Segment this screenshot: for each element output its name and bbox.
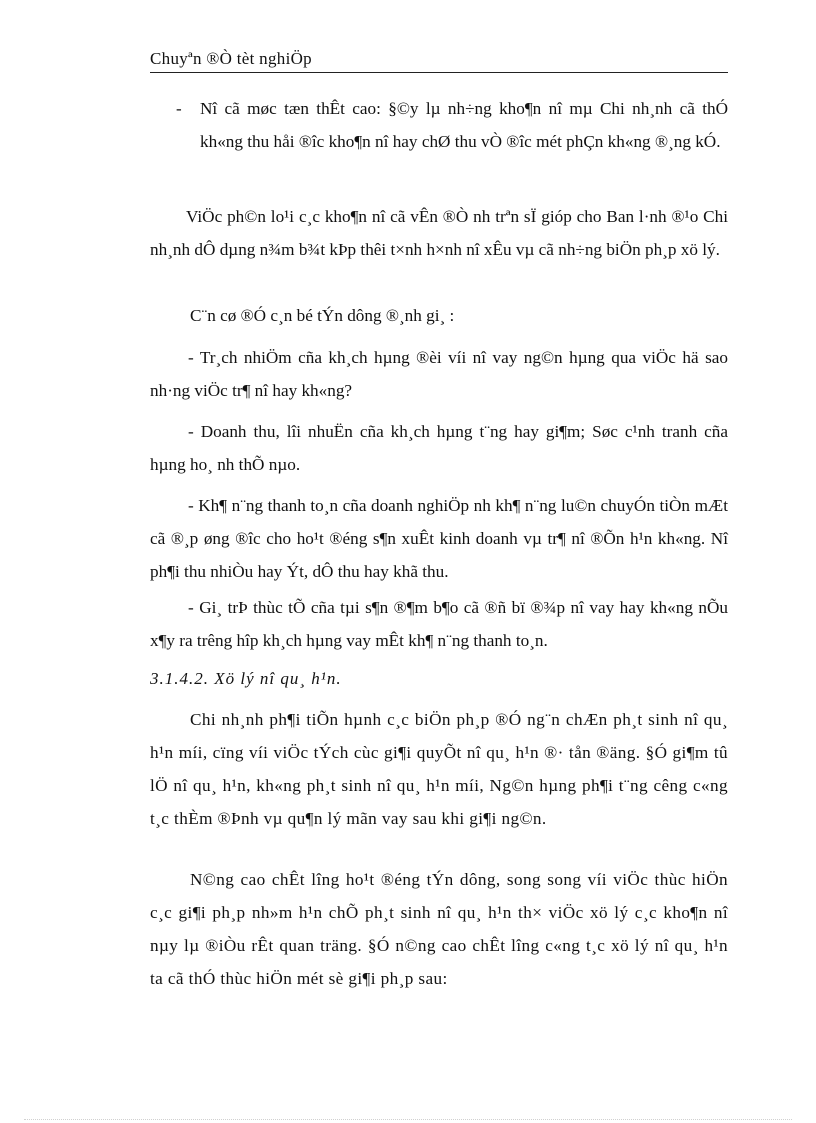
paragraph-classification: ViÖc ph©n lo¹i c¸c kho¶n nî cã vÊn ®Ò nh trªn sÏ gióp cho Ban l·nh ®¹o Chi nh¸nh dÔ dµng n¾m b¾t kÞp thêi t×nh h×nh nî xÊu vµ cã nh÷ng biÖn ph¸p xö lý. (150, 207, 728, 259)
paragraph-criteria-intro: C¨n cø ®Ó c¸n bé tÝn dông ®¸nh gi¸ : (190, 306, 455, 325)
paragraph-criteria-revenue: - Doanh thu, lîi nhuËn cña kh¸ch hµng t¨ng hay gi¶m; Søc c¹nh tranh cña hµng ho¸ nh thÕ nµo. (150, 422, 728, 474)
paragraph-criteria-collateral: - Gi¸ trÞ thùc tÕ cña tµi s¶n ®¶m b¶o cã ®ñ bï ®¾p nî vay hay kh«ng nÕu x¶y ra trêng hîp kh¸ch hµng vay mÊt kh¶ n¨ng thanh to¸n. (150, 598, 728, 650)
bullet-dash: - (176, 99, 182, 118)
footer-divider (24, 1119, 792, 1120)
section-heading: 3.1.4.2. Xö lý nî qu¸ h¹n. (150, 669, 342, 688)
paragraph-overdue-quality: N©ng cao chÊt lîng ho¹t ®éng tÝn dông, song song víi viÖc thùc hiÖn c¸c gi¶i ph¸p nh»m h¹n chÕ ph¸t sinh nî qu¸ h¹n th× viÖc xö lý c¸c kho¶n nî nµy lµ ®iÒu rÊt quan träng. §Ó n©ng cao chÊt lîng c«ng t¸c xö lý nî qu¸ h¹n ta cã thÓ thùc hiÖn mét sè gi¶i ph¸p sau: (150, 870, 728, 988)
page-header: Chuyªn ®Ò tèt nghiÖp (150, 48, 728, 73)
paragraph-overdue-measures: Chi nh¸nh ph¶i tiÕn hµnh c¸c biÖn ph¸p ®Ó ng¨n chÆn ph¸t sinh nî qu¸ h¹n míi, cïng víi viÖc tÝch cùc gi¶i quyÕt nî qu¸ h¹n ®· tån ®äng. §Ó gi¶m tû lÖ nî qu¸ h¹n, kh«ng ph¸t sinh nî qu¸ h¹n míi, Ng©n hµng ph¶i t¨ng cêng c«ng t¸c thÈm ®Þnh vµ qu¶n lý mãn vay sau khi gi¶i ng©n. (150, 710, 728, 828)
bullet-text: Nî cã møc tæn thÊt cao: §©y lµ nh÷ng kho¶n nî mµ Chi nh¸nh cã thÓ kh«ng thu håi ®îc kho¶n nî hay chØ thu vÒ ®îc mét phÇn kh«ng ®¸ng kÓ. (200, 99, 728, 151)
paragraph-criteria-solvency: - Kh¶ n¨ng thanh to¸n cña doanh nghiÖp nh kh¶ n¨ng lu©n chuyÓn tiÒn mÆt cã ®¸p øng ®îc cho ho¹t ®éng s¶n xuÊt kinh doanh vµ tr¶ nî ®Õn h¹n kh«ng. Nî ph¶i thu nhiÒu hay Ýt, dÔ thu hay khã thu. (150, 496, 728, 581)
paragraph-criteria-responsibility: - Tr¸ch nhiÖm cña kh¸ch hµng ®èi víi nî vay ng©n hµng qua viÖc hä sao nh·ng viÖc tr¶ nî hay kh«ng? (150, 348, 728, 400)
